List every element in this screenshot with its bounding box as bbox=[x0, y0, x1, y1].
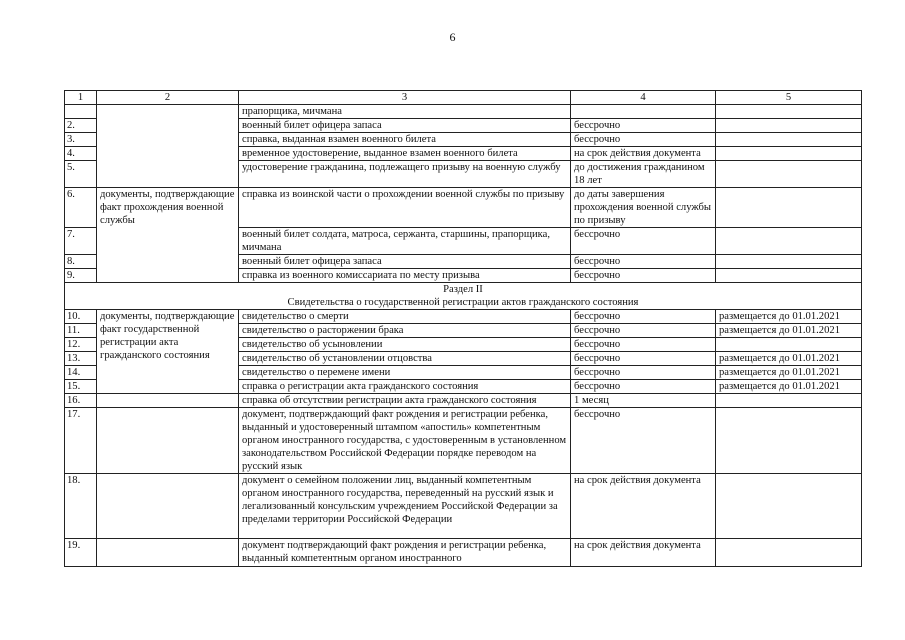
row-number: 9. bbox=[65, 269, 97, 283]
section-header-row bbox=[65, 283, 862, 310]
row-document: временное удостоверение, выданное взамен военного билета bbox=[239, 147, 571, 161]
row-note bbox=[716, 105, 862, 119]
header-cell: 1 bbox=[65, 91, 97, 105]
section-title: Раздел II bbox=[443, 284, 483, 295]
row-term: бессрочно bbox=[571, 310, 716, 324]
row-note bbox=[716, 147, 862, 161]
row-document: военный билет офицера запаса bbox=[239, 119, 571, 133]
row-note: размещается до 01.01.2021 bbox=[716, 380, 862, 394]
row-document: свидетельство об усыновлении bbox=[239, 338, 571, 352]
row-document: военный билет солдата, матроса, сержанта, старшины, прапорщика, мичмана bbox=[239, 228, 571, 255]
row-term bbox=[571, 105, 716, 119]
row-document: справка из военного комиссариата по месту призыва bbox=[239, 269, 571, 283]
row-note: размещается до 01.01.2021 bbox=[716, 310, 862, 324]
row-document: свидетельство о смерти bbox=[239, 310, 571, 324]
section-header bbox=[65, 283, 862, 310]
row-document: военный билет офицера запаса bbox=[239, 255, 571, 269]
row-note: размещается до 01.01.2021 bbox=[716, 366, 862, 380]
row-document: справка, выданная взамен военного билета bbox=[239, 133, 571, 147]
row-term: бессрочно bbox=[571, 119, 716, 133]
row-document: справка о регистрации акта гражданского состояния bbox=[239, 380, 571, 394]
row-group-military: документы, подтверждающие факт прохождения военной службы bbox=[97, 188, 239, 283]
row-number: 4. bbox=[65, 147, 97, 161]
row-note bbox=[716, 188, 862, 228]
row-group-cell bbox=[97, 408, 239, 474]
row-term: бессрочно bbox=[571, 228, 716, 255]
table-row bbox=[65, 188, 862, 228]
row-term: бессрочно bbox=[571, 269, 716, 283]
row-number: 13. bbox=[65, 352, 97, 366]
row-note bbox=[716, 255, 862, 269]
row-note bbox=[716, 338, 862, 352]
row-term: на срок действия документа bbox=[571, 147, 716, 161]
table-row bbox=[65, 408, 862, 474]
row-term: бессрочно bbox=[571, 255, 716, 269]
header-cell: 2 bbox=[97, 91, 239, 105]
row-term: бессрочно bbox=[571, 133, 716, 147]
row-number: 7. bbox=[65, 228, 97, 255]
row-number: 16. bbox=[65, 394, 97, 408]
header-cell: 3 bbox=[239, 91, 571, 105]
row-document: справка об отсутствии регистрации акта гражданского состояния bbox=[239, 394, 571, 408]
row-number: 12. bbox=[65, 338, 97, 352]
row-document: свидетельство о перемене имени bbox=[239, 366, 571, 380]
row-document: свидетельство о расторжении брака bbox=[239, 324, 571, 338]
row-term: бессрочно bbox=[571, 352, 716, 366]
row-number: 10. bbox=[65, 310, 97, 324]
row-number: 18. bbox=[65, 474, 97, 539]
row-term: бессрочно bbox=[571, 408, 716, 474]
row-document: документ подтверждающий факт рождения и регистрации ребенка, выданный компетентным органом иностранного bbox=[239, 539, 571, 567]
row-note bbox=[716, 133, 862, 147]
table-row bbox=[65, 105, 862, 119]
row-group-cell bbox=[97, 105, 239, 188]
row-group-cell bbox=[97, 474, 239, 539]
header-cell: 4 bbox=[571, 91, 716, 105]
section-subtitle: Свидетельства о государственной регистрации актов гражданского состояния bbox=[287, 297, 639, 308]
row-document: прапорщика, мичмана bbox=[239, 105, 571, 119]
row-note bbox=[716, 161, 862, 188]
row-term: до достижения гражданином 18 лет bbox=[571, 161, 716, 188]
row-number: 3. bbox=[65, 133, 97, 147]
row-note: размещается до 01.01.2021 bbox=[716, 352, 862, 366]
row-number: 14. bbox=[65, 366, 97, 380]
row-term: 1 месяц bbox=[571, 394, 716, 408]
row-document: удостоверение гражданина, подлежащего призыву на военную службу bbox=[239, 161, 571, 188]
row-number: 8. bbox=[65, 255, 97, 269]
row-term: до даты завершения прохождения военной службы по призыву bbox=[571, 188, 716, 228]
table-row bbox=[65, 394, 862, 408]
row-note bbox=[716, 539, 862, 567]
row-note bbox=[716, 408, 862, 474]
row-document: свидетельство об установлении отцовства bbox=[239, 352, 571, 366]
row-note bbox=[716, 269, 862, 283]
table-row bbox=[65, 474, 862, 539]
row-number: 5. bbox=[65, 161, 97, 188]
table-row bbox=[65, 310, 862, 324]
documents-table bbox=[64, 90, 862, 567]
row-document: документ, подтверждающий факт рождения и регистрации ребенка, выданный и удостоверенный штампом «апостиль» компетентным органом иностранного государства, с удостоверенным в установленном законодательством Российской Федерации порядке переводом на русский язык bbox=[239, 408, 571, 474]
row-note bbox=[716, 119, 862, 133]
table-row bbox=[65, 539, 862, 567]
row-document: справка из воинской части о прохождении военной службы по призыву bbox=[239, 188, 571, 228]
row-number: 6. bbox=[65, 188, 97, 228]
row-term: на срок действия документа bbox=[571, 474, 716, 539]
row-group-cell bbox=[97, 394, 239, 408]
row-term: бессрочно bbox=[571, 380, 716, 394]
header-cell: 5 bbox=[716, 91, 862, 105]
row-number: 17. bbox=[65, 408, 97, 474]
row-note: размещается до 01.01.2021 bbox=[716, 324, 862, 338]
row-number: 15. bbox=[65, 380, 97, 394]
row-term: бессрочно bbox=[571, 338, 716, 352]
row-number: 19. bbox=[65, 539, 97, 567]
row-term: бессрочно bbox=[571, 324, 716, 338]
row-group-cell bbox=[97, 539, 239, 567]
row-term: на срок действия документа bbox=[571, 539, 716, 567]
row-group-civil: документы, подтверждающие факт государственной регистрации акта гражданского состояния bbox=[97, 310, 239, 394]
table-header-row bbox=[65, 91, 862, 105]
page-number: 6 bbox=[449, 30, 456, 44]
row-term: бессрочно bbox=[571, 366, 716, 380]
row-number bbox=[65, 105, 97, 119]
row-number: 11. bbox=[65, 324, 97, 338]
row-number: 2. bbox=[65, 119, 97, 133]
row-document: документ о семейном положении лиц, выданный компетентным органом иностранного государства, переведенный на русский язык и легализованный консульским учреждением Российской Федерации за пределами территории Российской Федерации bbox=[239, 474, 571, 539]
row-note bbox=[716, 474, 862, 539]
row-note bbox=[716, 394, 862, 408]
row-note bbox=[716, 228, 862, 255]
